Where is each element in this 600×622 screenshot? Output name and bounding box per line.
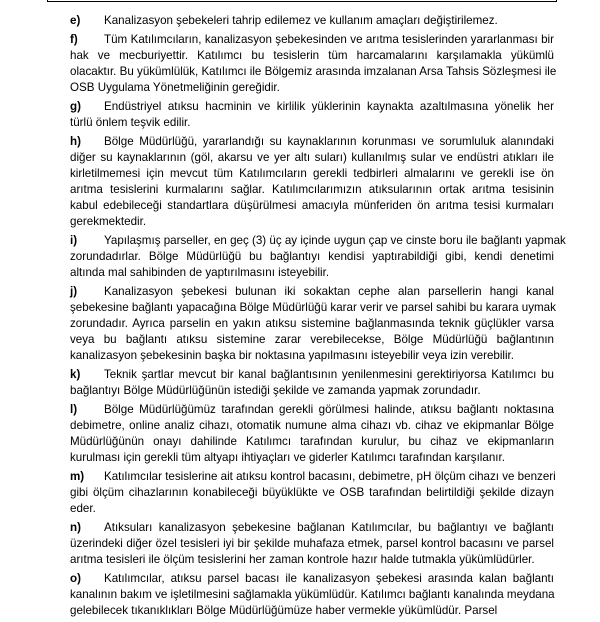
paragraph-text: Kanalizasyon şebekesi bulunan iki sokaktan cephe alan parsellerin hangi kanal xyxy=(104,285,554,298)
paragraph-line: gibi ölçüm cihazlarının konabileceği büyüklükte ve OSB tarafından belirtildiği şekilde dizayn xyxy=(70,486,554,499)
paragraph-marker: g) xyxy=(70,100,81,113)
paragraph-marker: k) xyxy=(70,368,81,381)
paragraph-item xyxy=(70,32,557,96)
paragraph-line: arıtma tesisleri ile ölçüm tesislerini her zaman kontrole hazır halde tutmakla yükümlüdürler. xyxy=(70,553,535,566)
paragraph-marker: f) xyxy=(70,33,78,46)
paragraph-marker: j) xyxy=(70,285,78,298)
paragraph-line: bağlantıyı Bölge Müdürlüğünün istediği şekilde ve zamanda yapmak zorundadır. xyxy=(70,384,481,397)
paragraph-line: OSB Uygulama Yönetmeliğinin gereğidir. xyxy=(70,81,280,94)
paragraph-line xyxy=(70,233,566,249)
paragraph-line: veya bu bağlantı atıksu sistemine zarar verebilecekse, Bölge Müdürlüğü bağlantının xyxy=(70,333,554,346)
paragraph-line: türlü önlem teşvik edilir. xyxy=(70,116,191,129)
paragraph-line xyxy=(70,284,554,300)
paragraph-item xyxy=(70,13,554,29)
paragraph-text: Bölge Müdürlüğü, yararlandığı su kaynaklarının korunması ve sorumluluk alanındaki xyxy=(104,135,554,148)
paragraph-text: Atıksuları kanalizasyon şebekesine bağlanan Katılımcılar, bu bağlantıyı ve bağlantı xyxy=(104,521,554,534)
paragraph-text: Yapılaşmış parseller, en geç (3) üç ay içinde uygun çap ve cinste boru ile bağlantı yapmak xyxy=(104,234,566,247)
paragraph-line xyxy=(70,13,554,29)
paragraph-line: diğer su kaynaklarının (göl, akarsu ve yer altı suları) kullanılmış sular ve endüstri atıkları ile xyxy=(70,151,554,164)
paragraph-text: Katılımcılar tesislerine ait atıksu kontrol bacasını, debimetre, pH ölçüm cihazı ve benzeri xyxy=(104,470,556,483)
paragraph-text: Teknik şartlar mevcut bir kanal bağlantısının yenilenmesini gerektiriyorsa Katılımcı bu xyxy=(104,368,554,381)
paragraph-line: olacaktır. Bu yükümlülük, Katılımcı ile Bölgemiz arasında imzalanan Arsa Tahsis Sözleşmesi ile xyxy=(70,65,557,78)
paragraph-line xyxy=(70,134,554,150)
paragraph-line: zorundadır. Ayrıca parselin en yakın atıksu sistemine bağlanmasında teknik güçlükler varsa xyxy=(70,317,554,330)
paragraph-text: Katılımcılar, atıksu parsel bacası ile kanalizasyon şebekesi arasında kalan bağlantı xyxy=(104,572,554,585)
paragraph-text: Tüm Katılımcıların, kanalizasyon şebekesinden ve arıtma tesislerinden yararlanması bir xyxy=(104,33,554,46)
paragraph-item xyxy=(70,520,554,568)
paragraph-line xyxy=(70,402,554,418)
paragraph-line: eder. xyxy=(70,502,96,515)
paragraph-marker: o) xyxy=(70,572,81,585)
paragraph-line: arıtma tesislerini kurmalarını sağlar. Katılımcılarımızın atıksularının ortak arıtma tesisinin xyxy=(70,183,554,196)
paragraph-marker: h) xyxy=(70,135,81,148)
document-body xyxy=(70,13,566,622)
paragraph-text: Bölge Müdürlüğümüz tarafından gerekli görülmesi halinde, atıksu bağlantı noktasına xyxy=(104,403,554,416)
paragraph-item xyxy=(70,284,554,364)
paragraph-item xyxy=(70,469,554,517)
paragraph-line: şebekesine bağlantı yapacağına Bölge Müdürlüğü karar verir ve parsel sahibi bu karara uymak xyxy=(70,301,556,314)
paragraph-line: gelebilecek tıkanıklıkları Bölge Müdürlüğümüze haber vermekle yükümlüdür. Parsel xyxy=(70,604,498,617)
paragraph-line: kabul edebileceği standartlara düşürülmesi amacıyla münferiden ön arıtma tesisi kurmaları xyxy=(70,199,554,212)
paragraph-line xyxy=(70,571,554,587)
paragraph-item xyxy=(70,402,554,466)
paragraph-line: gerekmektedir. xyxy=(70,215,147,228)
paragraph-line: Müdürlüğünün onayı dahilinde Katılımcı tarafından kurulur, bu cihaz ve ekipmanların xyxy=(70,435,554,448)
paragraph-line xyxy=(70,367,554,383)
paragraph-text: Kanalizasyon şebekeleri tahrip edilemez ve kullanım amaçları değiştirilemez. xyxy=(104,14,498,27)
paragraph-line xyxy=(70,520,554,536)
top-border-frame xyxy=(47,0,557,2)
paragraph-line: üzerindeki diğer özel tesisleri iyi bir şekilde muhafaza etmek, parsel kontrol bacasını ve parsel xyxy=(70,537,554,550)
paragraph-line: hak ve mecburiyettir. Katılımcı bu tesislerin tüm harcamalarını karşılamakla yükümlü xyxy=(70,49,554,62)
paragraph-line: kurulması için gerekli tüm altyapı ihtiyaçları ve giderler Katılımcı tarafından karşılanır. xyxy=(70,451,505,464)
paragraph-line: kanalının bakım ve işletilmesini sağlamakla yükümlüdür. Katılımcı bağlantı kanalında meydana xyxy=(70,588,555,601)
paragraph-line: debimetre, online analiz cihazı, otomatik numune alma cihazı vb. cihaz ve ekipmanlar Bölge xyxy=(70,419,554,432)
paragraph-marker: l) xyxy=(70,403,78,416)
paragraph-line: altında mal sahibinden de yaptırılmasını isteyebilir. xyxy=(70,266,330,279)
paragraph-text: Endüstriyel atıksu hacminin ve kirlilik yüklerinin kaynakta azaltılmasına yönelik her xyxy=(104,100,554,113)
paragraph-line xyxy=(70,469,554,485)
paragraph-line: kanalizasyon şebekesinin başka bir noktasına yapılmasını isteyebilir veya izin verebilir. xyxy=(70,349,515,362)
paragraph-line xyxy=(70,32,554,48)
paragraph-marker: n) xyxy=(70,521,81,534)
paragraph-marker: i) xyxy=(70,234,78,247)
paragraph-item xyxy=(70,367,554,399)
paragraph-item xyxy=(70,134,554,230)
paragraph-marker: e) xyxy=(70,14,81,27)
paragraph-marker: m) xyxy=(70,470,85,483)
paragraph-line xyxy=(70,99,554,115)
paragraph-item xyxy=(70,233,566,281)
paragraph-item xyxy=(70,571,554,619)
paragraph-line: zorundadırlar. Bölge Müdürlüğü bu bağlantıyı kendisi yaptırabildiği gibi, kendi denetimi xyxy=(70,250,554,263)
paragraph-item xyxy=(70,99,554,131)
paragraph-line: kirletilmemesi için mevcut tüm Katılımcıların gerekli tedbirleri almalarını ve gerekli ise ön xyxy=(70,167,554,180)
